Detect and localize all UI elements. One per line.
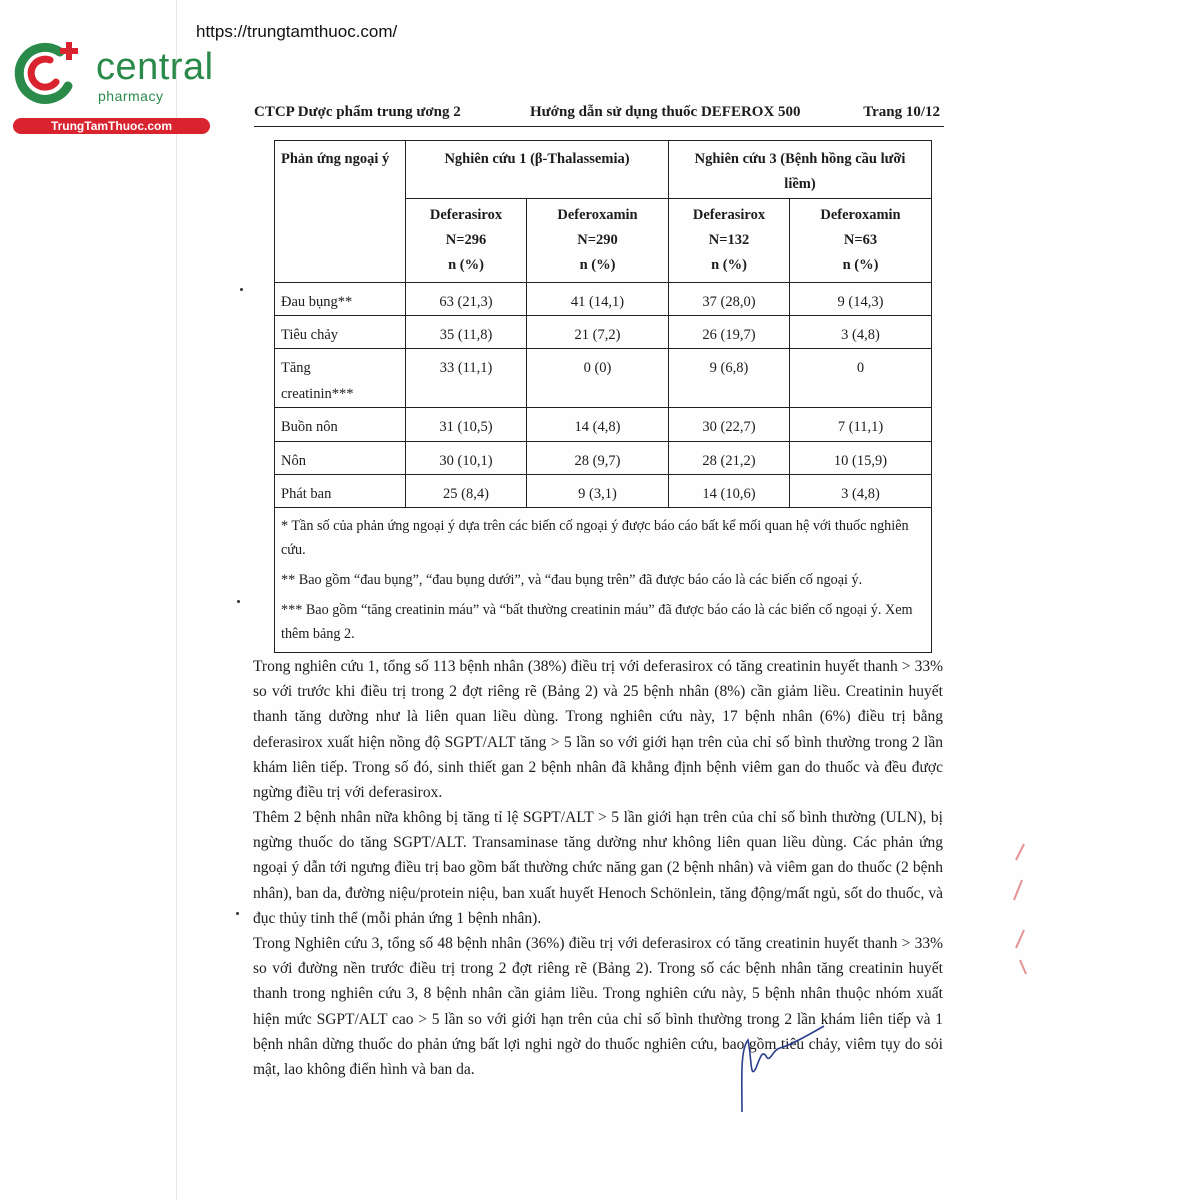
table-cell: 9 (6,8) [669, 349, 790, 408]
row-label: Phát ban [275, 475, 406, 508]
body-paragraph: Thêm 2 bệnh nhân nữa không bị tăng tỉ lệ SGPT/ALT > 5 lần giới hạn trên của chỉ số bình thường (ULN), bị ngừng thuốc do tăng SGPT/ALT. Transaminase tăng dường như không liên quan liều dùng. Các phản ứng ngoại ý dẫn tới ngưng điều trị bao gồm bất thường chức năng gan (2 bệnh nhân) và viêm gan do thuốc (2 bệnh nhân), ban da, đường niệu/protein niệu, ban xuất huyết Henoch Schönlein, tăng động/mất ngủ, sốt do thuốc, và đục thủy tinh thể (mỗi phản ứng 1 bệnh nhân). [253, 809, 943, 927]
table-cell: 14 (4,8) [527, 408, 669, 442]
table-cell: 0 (0) [527, 349, 669, 408]
table-note: * Tần số của phản ứng ngoại ý dựa trên các biến cố ngoại ý được báo cáo bất kể mối quan hệ với thuốc nghiên cứu. [281, 518, 909, 558]
table-cell: 9 (3,1) [527, 475, 669, 508]
watermark-url[interactable]: https://trungtamthuoc.com/ [196, 22, 398, 41]
adverse-reactions-table [274, 140, 932, 653]
scan-speck [240, 288, 243, 291]
brand-subtitle: pharmacy [98, 88, 164, 104]
table-cell: 0 [790, 349, 932, 408]
page-margin-right [1025, 0, 1200, 1200]
table-notes [275, 508, 932, 653]
table-row [275, 408, 932, 442]
brand-banner: TrungTamThuoc.com [13, 118, 210, 134]
stamp-edge-mark [1010, 840, 1028, 980]
study3-title: Nghiên cứu 3 (Bệnh hồng cầu lưỡi liềm) [694, 151, 906, 192]
table-cell: 28 (21,2) [669, 442, 790, 475]
table-row [275, 475, 932, 508]
page-margin-left [0, 0, 176, 1200]
scan-speck [236, 912, 239, 915]
table-cell: 7 (11,1) [790, 408, 932, 442]
table-cell: 33 (11,1) [406, 349, 527, 408]
row-label: Tiêu chảy [275, 316, 406, 349]
body-paragraph: Trong nghiên cứu 1, tổng số 113 bệnh nhân (38%) điều trị với deferasirox có tăng creatinin huyết thanh > 33% so với trước khi điều trị trong 2 đợt riêng rẽ (Bảng 2) và 25 bệnh nhân (8%) cần giảm liều. Creatinin huyết thanh tăng dường như là liên quan liều dùng. Trong nghiên cứu này, 17 bệnh nhân (6%) điều trị bằng deferasirox xuất hiện nồng độ SGPT/ALT tăng > 5 lần so với giới hạn trên của chỉ số bình thường trong 2 lần khám liên tiếp. Trong số đó, sinh thiết gan 2 bệnh nhân đã khẳng định bệnh viêm gan do thuốc và đều được ngừng điều trị với deferasirox. [253, 658, 943, 802]
table-cell: 9 (14,3) [790, 283, 932, 316]
table-row [275, 349, 932, 408]
row-label: Tăng creatinin*** [275, 349, 406, 408]
table-notes-row [275, 508, 932, 653]
table-note: *** Bao gồm “tăng creatinin máu” và “bất thường creatinin máu” đã được báo cáo là các biến cố ngoại ý. Xem thêm bảng 2. [281, 602, 913, 642]
brand-logo[interactable] [10, 38, 215, 138]
company-name: CTCP Dược phẩm trung ương 2 [254, 104, 461, 120]
table-cell: 25 (8,4) [406, 475, 527, 508]
document-title: Hướng dẫn sử dụng thuốc DEFEROX 500 [530, 104, 801, 120]
sub-header: Deferasirox N=132 n (%) [669, 199, 790, 283]
document-header [254, 104, 944, 127]
scan-speck [237, 600, 240, 603]
table-cell: 30 (22,7) [669, 408, 790, 442]
table-row [275, 283, 932, 316]
body-paragraph: Trong Nghiên cứu 3, tổng số 48 bệnh nhân (36%) điều trị với deferasirox có tăng creatinin huyết thanh > 33% so với đường nền trước điều trị trong 2 đợt riêng rẽ (Bảng 2). Trong số các bệnh nhân tăng creatinin huyết thanh trong nghiên cứu 3, 8 bệnh nhân cần giảm liều. Trong nghiên cứu này, 5 bệnh nhân thuộc nhóm xuất hiện mức SGPT/ALT cao > 5 lần so với giới hạn trên của chỉ số bình thường trong 2 lần khám liên tiếp và 1 bệnh nhân dừng thuốc do phản ứng bất lợi nghi ngờ do thuốc nghiên cứu, bao gồm tiêu chảy, viêm tụy do sỏi mật, lao không điển hình và ban da. [253, 935, 943, 1079]
table-cell: 41 (14,1) [527, 283, 669, 316]
table-cell: 3 (4,8) [790, 475, 932, 508]
table-cell: 21 (7,2) [527, 316, 669, 349]
col-header-study1: Nghiên cứu 1 (β-Thalassemia) [406, 141, 669, 199]
table-cell: 37 (28,0) [669, 283, 790, 316]
table-cell: 3 (4,8) [790, 316, 932, 349]
table-note: ** Bao gồm “đau bụng”, “đau bụng dưới”, và “đau bụng trên” đã được báo cáo là các biến cố ngoại ý. [281, 572, 863, 588]
table-cell: 35 (11,8) [406, 316, 527, 349]
table-cell: 63 (21,3) [406, 283, 527, 316]
sub-header: Deferoxamin N=290 n (%) [527, 199, 669, 283]
row-label: Nôn [275, 442, 406, 475]
table-row [275, 442, 932, 475]
table-cell: 14 (10,6) [669, 475, 790, 508]
table-cell: 10 (15,9) [790, 442, 932, 475]
signature-mark [720, 1020, 830, 1115]
brand-name: central [96, 46, 214, 88]
page-number: Trang 10/12 [863, 104, 940, 120]
col-header-reaction: Phản ứng ngoại ý [275, 141, 406, 283]
row-label: Đau bụng** [275, 283, 406, 316]
table-row [275, 316, 932, 349]
col-header-study3 [669, 141, 932, 199]
row-label: Buồn nôn [275, 408, 406, 442]
table-cell: 28 (9,7) [527, 442, 669, 475]
sub-header: Deferasirox N=296 n (%) [406, 199, 527, 283]
table-cell: 30 (10,1) [406, 442, 527, 475]
table-cell: 31 (10,5) [406, 408, 527, 442]
table-cell: 26 (19,7) [669, 316, 790, 349]
sub-header: Deferoxamin N=63 n (%) [790, 199, 932, 283]
pharmacy-cross-icon [10, 38, 90, 108]
